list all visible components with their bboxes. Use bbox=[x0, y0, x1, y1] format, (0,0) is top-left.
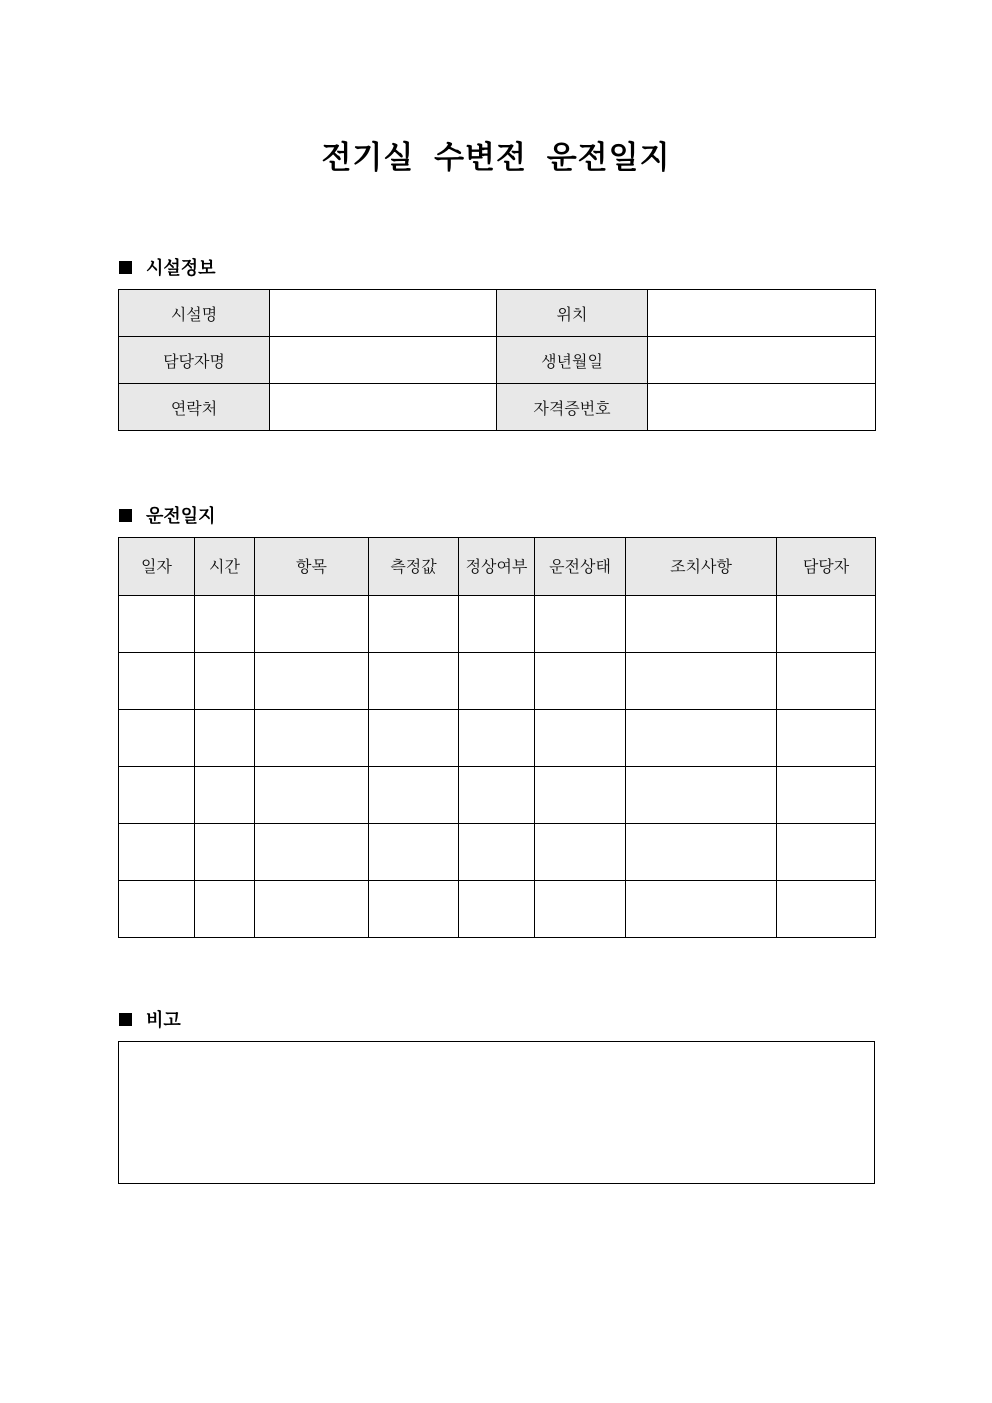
measurement-cell[interactable] bbox=[369, 824, 459, 881]
time-cell[interactable] bbox=[195, 881, 255, 938]
manager-name-label: 담당자명 bbox=[119, 337, 270, 384]
contact-label: 연락처 bbox=[119, 384, 270, 431]
operation-state-cell[interactable] bbox=[535, 824, 626, 881]
license-number-label: 자격증번호 bbox=[497, 384, 648, 431]
action-taken-cell[interactable] bbox=[626, 596, 777, 653]
person-in-charge-cell[interactable] bbox=[777, 881, 876, 938]
item-cell[interactable] bbox=[255, 710, 369, 767]
facility-row bbox=[119, 384, 876, 431]
log-row bbox=[119, 653, 876, 710]
date-cell[interactable] bbox=[119, 767, 195, 824]
date-cell[interactable] bbox=[119, 824, 195, 881]
operation-state-cell[interactable] bbox=[535, 881, 626, 938]
item-cell[interactable] bbox=[255, 767, 369, 824]
license-number-field[interactable] bbox=[648, 384, 876, 431]
normal-status-cell[interactable] bbox=[459, 767, 535, 824]
item-cell[interactable] bbox=[255, 824, 369, 881]
measurement-cell[interactable] bbox=[369, 596, 459, 653]
action-taken-cell[interactable] bbox=[626, 653, 777, 710]
person-in-charge-cell[interactable] bbox=[777, 710, 876, 767]
date-cell[interactable] bbox=[119, 710, 195, 767]
log-row bbox=[119, 710, 876, 767]
action-taken-cell[interactable] bbox=[626, 710, 777, 767]
birthdate-field[interactable] bbox=[648, 337, 876, 384]
operation-state-cell[interactable] bbox=[535, 710, 626, 767]
manager-name-field[interactable] bbox=[270, 337, 497, 384]
location-label: 위치 bbox=[497, 290, 648, 337]
item-cell[interactable] bbox=[255, 653, 369, 710]
facility-info-table bbox=[118, 289, 876, 431]
column-header-time: 시간 bbox=[195, 538, 255, 596]
square-bullet-icon bbox=[119, 261, 132, 274]
date-cell[interactable] bbox=[119, 881, 195, 938]
column-header-measurement: 측정값 bbox=[369, 538, 459, 596]
operation-state-cell[interactable] bbox=[535, 767, 626, 824]
operation-state-cell[interactable] bbox=[535, 653, 626, 710]
birthdate-label: 생년월일 bbox=[497, 337, 648, 384]
facility-section-title: 시설정보 bbox=[146, 258, 216, 279]
log-section-title: 운전일지 bbox=[146, 506, 216, 527]
action-taken-cell[interactable] bbox=[626, 881, 777, 938]
measurement-cell[interactable] bbox=[369, 767, 459, 824]
normal-status-cell[interactable] bbox=[459, 596, 535, 653]
time-cell[interactable] bbox=[195, 596, 255, 653]
measurement-cell[interactable] bbox=[369, 881, 459, 938]
measurement-cell[interactable] bbox=[369, 710, 459, 767]
document-title: 전기실 수변전 운전일지 bbox=[321, 140, 671, 176]
time-cell[interactable] bbox=[195, 710, 255, 767]
date-cell[interactable] bbox=[119, 653, 195, 710]
log-row bbox=[119, 881, 876, 938]
log-row bbox=[119, 767, 876, 824]
person-in-charge-cell[interactable] bbox=[777, 596, 876, 653]
time-cell[interactable] bbox=[195, 767, 255, 824]
remarks-section-heading bbox=[119, 1006, 181, 1032]
square-bullet-icon bbox=[119, 509, 132, 522]
operation-log-table bbox=[118, 537, 876, 938]
operation-state-cell[interactable] bbox=[535, 596, 626, 653]
item-cell[interactable] bbox=[255, 596, 369, 653]
normal-status-cell[interactable] bbox=[459, 653, 535, 710]
column-header-person-in-charge: 담당자 bbox=[777, 538, 876, 596]
contact-field[interactable] bbox=[270, 384, 497, 431]
action-taken-cell[interactable] bbox=[626, 767, 777, 824]
column-header-action-taken: 조치사항 bbox=[626, 538, 777, 596]
column-header-operation-state: 운전상태 bbox=[535, 538, 626, 596]
log-row bbox=[119, 596, 876, 653]
remarks-field[interactable] bbox=[118, 1041, 875, 1184]
person-in-charge-cell[interactable] bbox=[777, 767, 876, 824]
log-section-heading bbox=[119, 502, 216, 528]
item-cell[interactable] bbox=[255, 881, 369, 938]
time-cell[interactable] bbox=[195, 824, 255, 881]
person-in-charge-cell[interactable] bbox=[777, 824, 876, 881]
square-bullet-icon bbox=[119, 1013, 132, 1026]
date-cell[interactable] bbox=[119, 596, 195, 653]
action-taken-cell[interactable] bbox=[626, 824, 777, 881]
column-header-date: 일자 bbox=[119, 538, 195, 596]
normal-status-cell[interactable] bbox=[459, 881, 535, 938]
log-header-row bbox=[119, 538, 876, 596]
person-in-charge-cell[interactable] bbox=[777, 653, 876, 710]
facility-name-label: 시설명 bbox=[119, 290, 270, 337]
facility-name-field[interactable] bbox=[270, 290, 497, 337]
normal-status-cell[interactable] bbox=[459, 710, 535, 767]
facility-row bbox=[119, 290, 876, 337]
column-header-normal-status: 정상여부 bbox=[459, 538, 535, 596]
remarks-section-title: 비고 bbox=[146, 1010, 181, 1031]
measurement-cell[interactable] bbox=[369, 653, 459, 710]
log-row bbox=[119, 824, 876, 881]
time-cell[interactable] bbox=[195, 653, 255, 710]
facility-section-heading bbox=[119, 254, 216, 280]
location-field[interactable] bbox=[648, 290, 876, 337]
column-header-item: 항목 bbox=[255, 538, 369, 596]
normal-status-cell[interactable] bbox=[459, 824, 535, 881]
facility-row bbox=[119, 337, 876, 384]
